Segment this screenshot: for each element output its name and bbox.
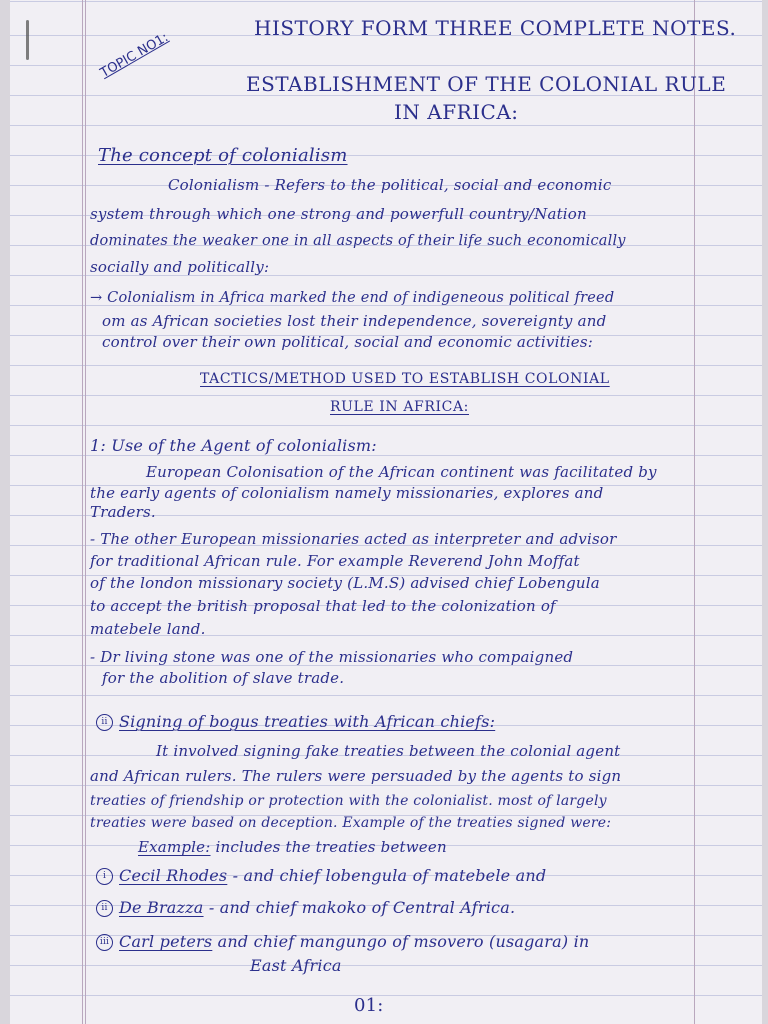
treaties-line-1: It involved signing fake treaties between the colonial agent [156, 742, 621, 760]
example-detail: - and chief lobengula of matebele and [232, 866, 547, 885]
concept-line-2: system through which one strong and powerfull country/Nation [90, 205, 587, 223]
roman-marker: i [96, 868, 113, 885]
example-name: Carl peters [119, 932, 213, 951]
page-title: HISTORY FORM THREE COMPLETE NOTES. [254, 16, 737, 40]
treaties-heading-row [96, 712, 495, 731]
example-item-3 [96, 932, 589, 951]
agent-line-2: the early agents of colonialism namely missionaries, explores and [90, 484, 604, 502]
margin-line-left [82, 0, 83, 1024]
margin-line-right [694, 0, 695, 1024]
tactics-heading-line-1: TACTICS/METHOD USED TO ESTABLISH COLONIAL [200, 371, 610, 387]
moffat-line-3: of the london missionary society (L.M.S) advised chief Lobengula [90, 574, 600, 592]
page-number: 01: [354, 995, 384, 1016]
treaties-line-3: treaties of friendship or protection with the colonialist. most of largely [90, 793, 607, 809]
example-label: Example: [138, 838, 211, 856]
treaties-line-4: treaties were based on deception. Example of the treaties signed were: [90, 815, 612, 831]
margin-line-left-inner [85, 0, 86, 1024]
topic-title-line-2: IN AFRICA: [394, 100, 519, 124]
moffat-line-4: to accept the british proposal that led to the colonization of [90, 597, 556, 615]
roman-marker: iii [96, 934, 113, 951]
topic-stamp: TOPIC NO1: [98, 30, 172, 81]
treaties-heading: Signing of bogus treaties with African chiefs: [119, 712, 496, 731]
example-name: Cecil Rhodes [119, 866, 228, 885]
binding-mark [26, 20, 29, 60]
example-detail: and chief mangungo of msovero (usagara) in [217, 932, 590, 951]
example-detail: - and chief makoko of Central Africa. [208, 898, 516, 917]
roman-marker: ii [96, 900, 113, 917]
agent-line-3: Traders. [90, 503, 156, 521]
agent-heading: 1: Use of the Agent of colonialism: [90, 436, 377, 455]
arrow-line-2: om as African societies lost their independence, sovereignty and [102, 312, 607, 330]
concept-line-4: socially and politically: [90, 258, 270, 276]
arrow-line-3: control over their own political, social and economic activities: [102, 333, 594, 351]
concept-heading: The concept of colonialism [98, 145, 348, 166]
arrow-line-1: → Colonialism in Africa marked the end of indigeneous political freed [90, 290, 615, 306]
roman-marker-ii: ii [96, 714, 113, 731]
moffat-line-5: matebele land. [90, 620, 206, 638]
example-text: includes the treaties between [215, 838, 447, 856]
tactics-heading-line-2: RULE IN AFRICA: [330, 399, 469, 415]
livingstone-line-2: for the abolition of slave trade. [102, 669, 345, 687]
topic-title-line-1: ESTABLISHMENT OF THE COLONIAL RULE [246, 72, 727, 96]
livingstone-line-1: - Dr living stone was one of the missionaries who compaigned [90, 648, 574, 666]
example-row [138, 838, 447, 856]
concept-line-1: Colonialism - Refers to the political, social and economic [168, 176, 612, 194]
example-item-3-line-2: East Africa [250, 956, 342, 975]
agent-line-1: European Colonisation of the African continent was facilitated by [146, 463, 657, 481]
notebook-page [10, 0, 762, 1024]
example-item-1 [96, 866, 546, 885]
moffat-line-1: - The other European missionaries acted as interpreter and advisor [90, 530, 617, 548]
example-name: De Brazza [119, 898, 204, 917]
treaties-line-2: and African rulers. The rulers were persuaded by the agents to sign [90, 767, 622, 785]
example-item-2 [96, 898, 515, 917]
moffat-line-2: for traditional African rule. For example Reverend John Moffat [90, 552, 580, 570]
concept-line-3: dominates the weaker one in all aspects of their life such economically [90, 233, 626, 249]
